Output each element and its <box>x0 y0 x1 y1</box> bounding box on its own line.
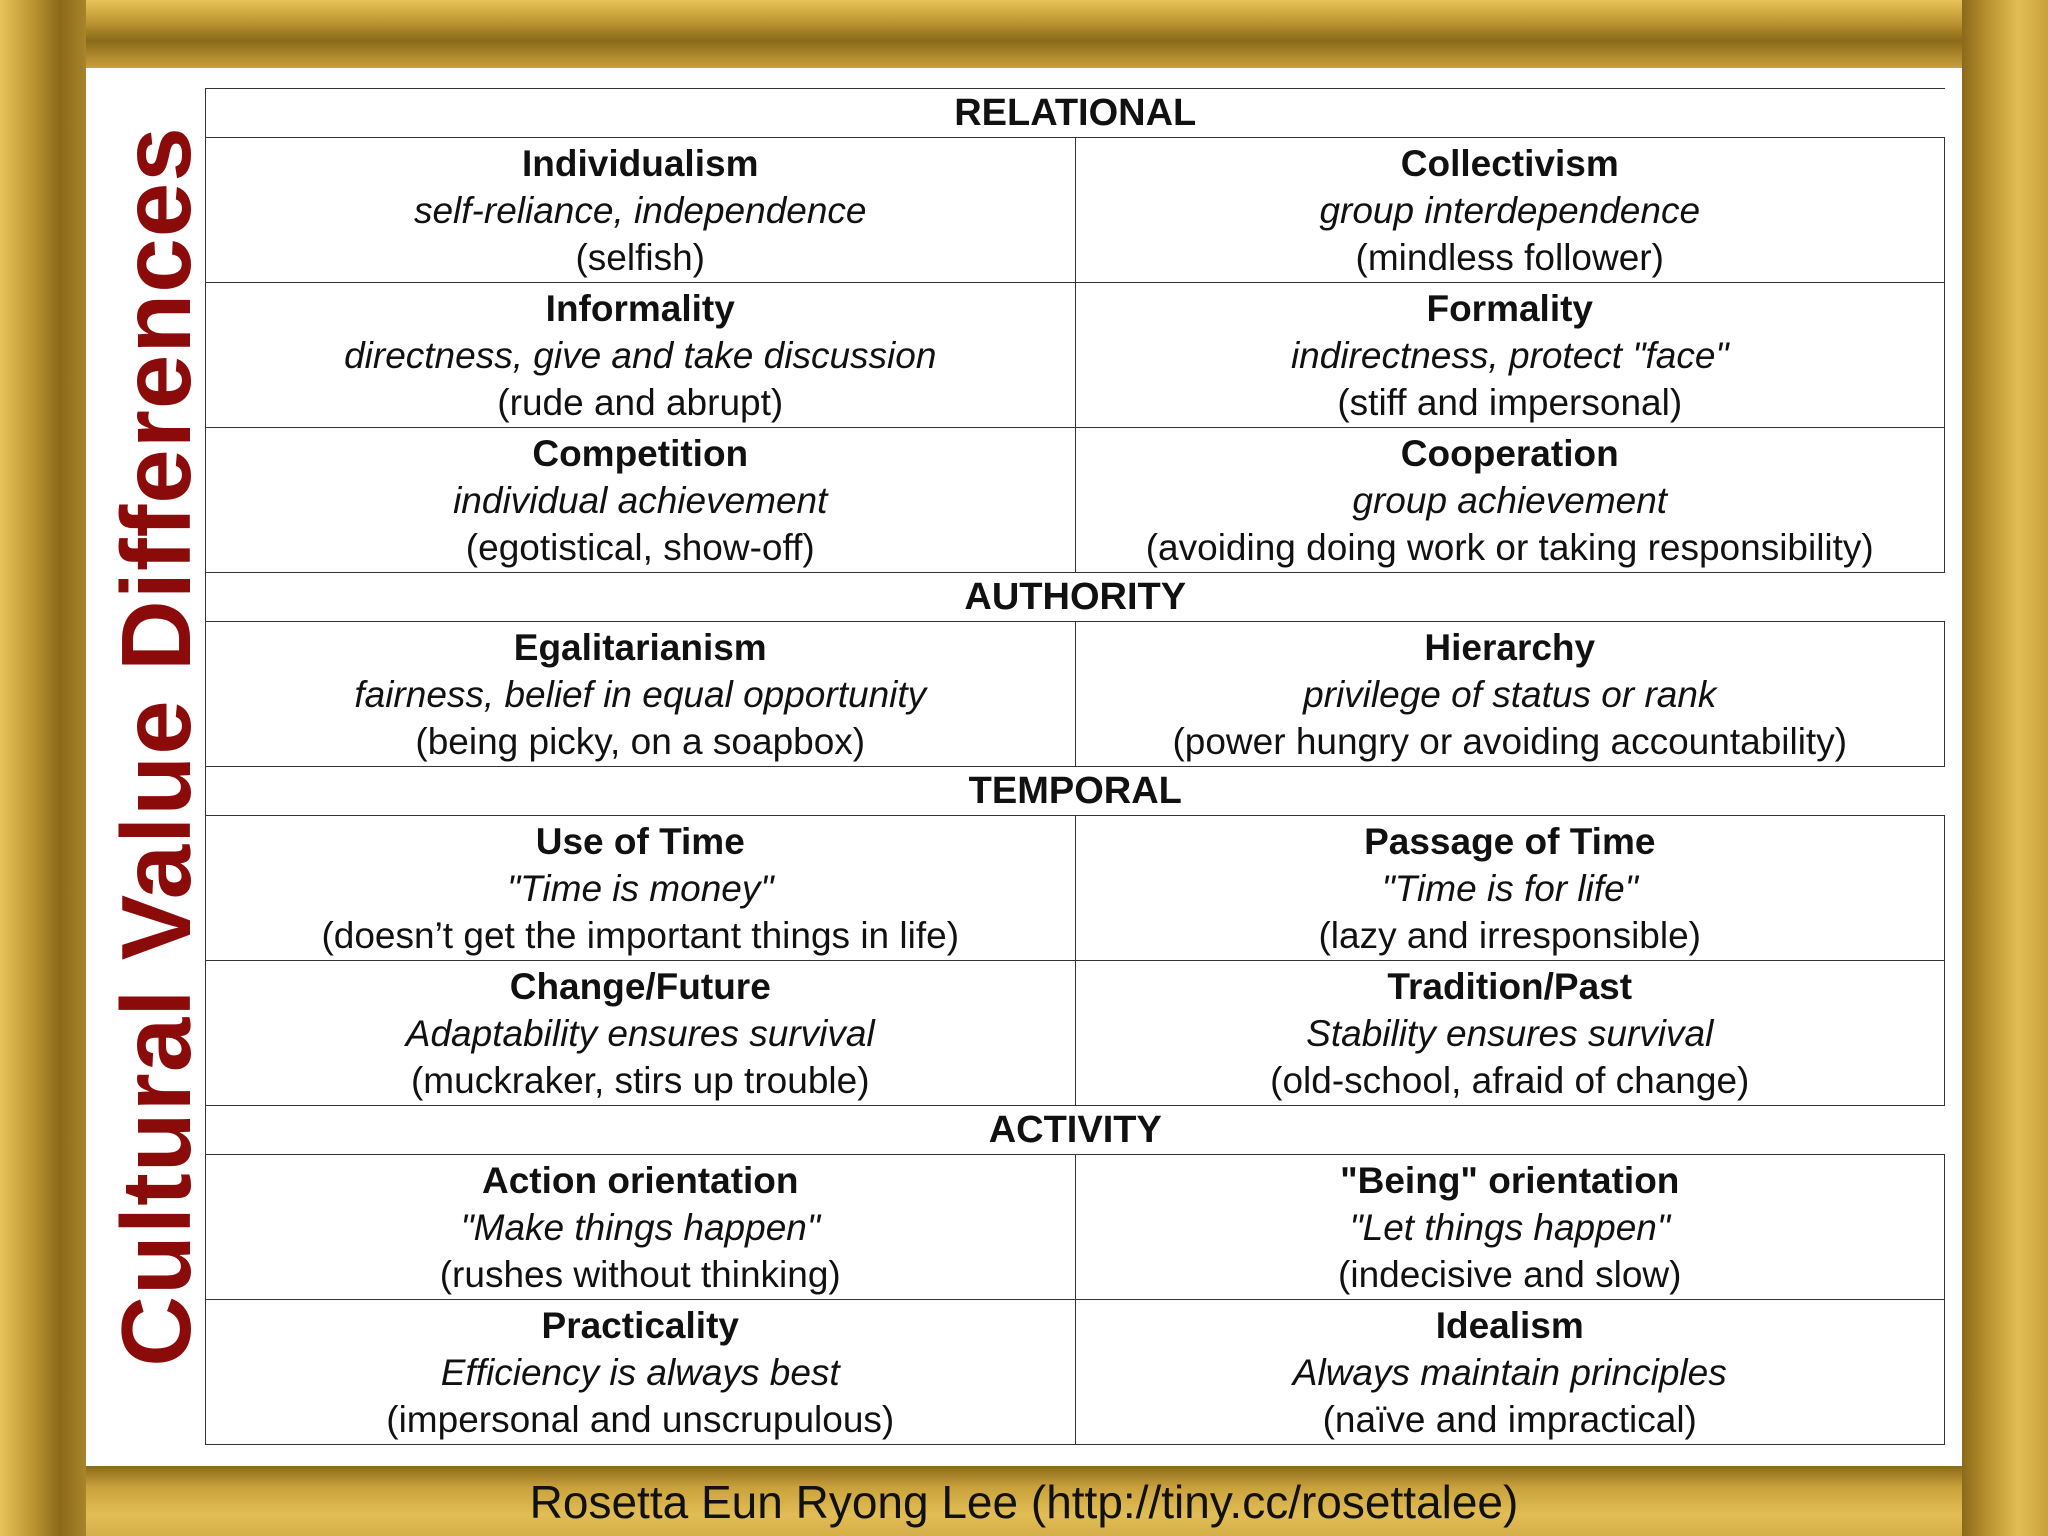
section-header-row <box>206 1106 1945 1155</box>
value-description: group interdependence <box>1319 189 1701 231</box>
side-title: Cultural Value Differences <box>100 125 211 1367</box>
value-negative-perception: (impersonal and unscrupulous) <box>386 1398 895 1440</box>
value-pair-row <box>206 961 1945 1106</box>
value-cell-right <box>1075 622 1945 767</box>
value-description: fairness, belief in equal opportunity <box>354 673 927 715</box>
value-title: Hierarchy <box>1424 626 1596 668</box>
value-negative-perception: (muckraker, stirs up trouble) <box>410 1059 870 1101</box>
value-cell-right <box>1075 428 1945 573</box>
value-cell-left <box>206 1155 1076 1300</box>
value-description: Efficiency is always best <box>440 1351 840 1393</box>
value-pair-row <box>206 622 1945 767</box>
value-description: "Let things happen" <box>1349 1206 1670 1248</box>
value-negative-perception: (egotistical, show-off) <box>465 526 815 568</box>
value-description: privilege of status or rank <box>1303 673 1717 715</box>
value-description: group achievement <box>1352 479 1668 521</box>
frame-left <box>0 0 86 1536</box>
value-title: Individualism <box>522 142 759 184</box>
value-negative-perception: (old-school, afraid of change) <box>1270 1059 1750 1101</box>
value-cell-right <box>1075 961 1945 1106</box>
value-title: Practicality <box>541 1304 739 1346</box>
value-cell-right <box>1075 816 1945 961</box>
value-pair-row <box>206 283 1945 428</box>
value-negative-perception: (stiff and impersonal) <box>1337 381 1683 423</box>
value-description: Always maintain principles <box>1292 1351 1727 1393</box>
value-title: Cooperation <box>1400 432 1619 474</box>
value-title: Tradition/Past <box>1387 965 1633 1007</box>
value-title: Passage of Time <box>1364 820 1656 862</box>
value-pair-row <box>206 816 1945 961</box>
value-negative-perception: (naïve and impractical) <box>1322 1398 1697 1440</box>
section-header-row <box>206 89 1945 138</box>
frame-top <box>0 0 2048 68</box>
value-description: directness, give and take discussion <box>344 334 937 376</box>
value-title: Egalitarianism <box>513 626 767 668</box>
credit-line: Rosetta Eun Ryong Lee (http://tiny.cc/rosettalee) <box>529 1476 1519 1528</box>
value-cell-left <box>206 622 1076 767</box>
value-negative-perception: (doesn’t get the important things in life) <box>321 914 960 956</box>
value-title: Informality <box>545 287 735 329</box>
value-pair-row <box>206 1155 1945 1300</box>
value-title: Use of Time <box>535 820 745 862</box>
value-cell-left <box>206 961 1076 1106</box>
value-negative-perception: (being picky, on a soapbox) <box>415 720 866 762</box>
value-cell-right <box>1075 1300 1945 1445</box>
value-negative-perception: (selfish) <box>575 236 706 278</box>
value-description: "Make things happen" <box>460 1206 820 1248</box>
value-negative-perception: (rushes without thinking) <box>439 1253 841 1295</box>
value-cell-right <box>1075 138 1945 283</box>
values-table <box>205 88 1945 1445</box>
value-description: individual achievement <box>453 479 828 521</box>
value-description: self-reliance, independence <box>413 189 867 231</box>
value-pair-row <box>206 428 1945 573</box>
section-title: ACTIVITY <box>206 1106 1945 1155</box>
value-title: Action orientation <box>481 1159 799 1201</box>
value-description: Stability ensures survival <box>1306 1012 1714 1054</box>
values-table-body <box>206 89 1945 1445</box>
value-cell-left <box>206 428 1076 573</box>
value-description: indirectness, protect "face" <box>1290 334 1729 376</box>
value-title: Idealism <box>1435 1304 1584 1346</box>
value-cell-left <box>206 138 1076 283</box>
value-cell-right <box>1075 283 1945 428</box>
value-cell-right <box>1075 1155 1945 1300</box>
value-description: "Time is money" <box>507 867 774 909</box>
value-cell-left <box>206 816 1076 961</box>
value-title: Competition <box>532 432 749 474</box>
section-title: AUTHORITY <box>206 573 1945 622</box>
value-title: Change/Future <box>509 965 771 1007</box>
value-description: Adaptability ensures survival <box>405 1012 875 1054</box>
value-negative-perception: (rude and abrupt) <box>497 381 784 423</box>
value-negative-perception: (power hungry or avoiding accountability) <box>1172 720 1848 762</box>
frame-right <box>1962 0 2048 1536</box>
value-title: "Being" orientation <box>1340 1159 1680 1201</box>
value-description: "Time is for life" <box>1381 867 1638 909</box>
section-title: TEMPORAL <box>206 767 1945 816</box>
section-header-row <box>206 573 1945 622</box>
value-negative-perception: (indecisive and slow) <box>1338 1253 1682 1295</box>
value-title: Collectivism <box>1400 142 1619 184</box>
section-title: RELATIONAL <box>206 89 1945 138</box>
side-title-container <box>100 88 211 1404</box>
section-header-row <box>206 767 1945 816</box>
value-pair-row <box>206 1300 1945 1445</box>
value-negative-perception: (lazy and irresponsible) <box>1318 914 1701 956</box>
value-cell-left <box>206 1300 1076 1445</box>
value-negative-perception: (mindless follower) <box>1355 236 1664 278</box>
value-title: Formality <box>1426 287 1594 329</box>
value-cell-left <box>206 283 1076 428</box>
value-pair-row <box>206 138 1945 283</box>
value-negative-perception: (avoiding doing work or taking responsibility) <box>1145 526 1874 568</box>
